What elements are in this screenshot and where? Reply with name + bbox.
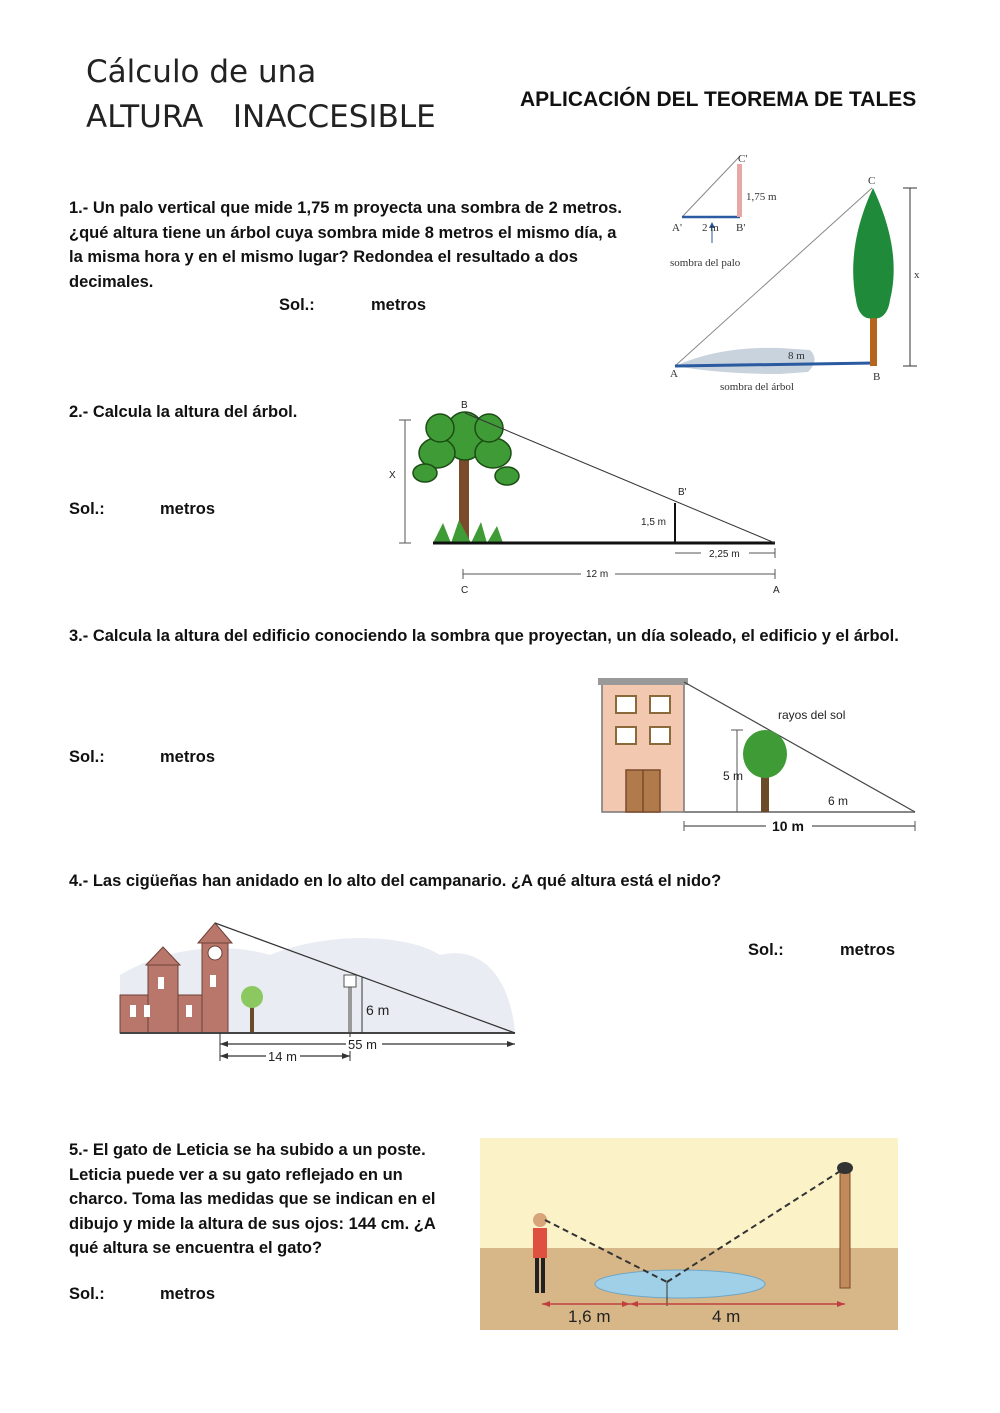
q1-label-x: x — [914, 269, 920, 281]
page-title — [86, 50, 436, 140]
q4-sol-label: Sol.: — [748, 941, 784, 959]
q4-label-pole-height: 6 m — [366, 1002, 390, 1018]
question-2-text: 2.- Calcula la altura del árbol. — [69, 403, 298, 421]
q2-unit-label: metros — [160, 500, 216, 518]
q1-label-tree-shadow-text: sombra del árbol — [720, 381, 794, 393]
q4-pole — [348, 985, 352, 1033]
q2-label-short-shadow: 2,25 m — [709, 549, 740, 560]
q5-label-pole-distance: 4 m — [712, 1307, 741, 1326]
q1-label-a: A — [670, 368, 678, 380]
q3-building-roof — [598, 678, 688, 685]
q2-label-b: B — [461, 400, 468, 411]
question-4-text: 4.- Las cigüeñas han anidado en lo alto del campanario. ¿A qué altura está el nido? — [69, 872, 722, 890]
q1-big-ray — [675, 188, 872, 366]
q4-label-tower-distance: 14 m — [268, 1049, 297, 1064]
q1-label-b-prime: B' — [736, 222, 746, 234]
q1-label-stick-shadow: 2 m — [702, 222, 719, 234]
q3-tree-foliage — [743, 730, 787, 778]
q5-figure — [480, 1138, 898, 1330]
q5-pole — [840, 1173, 850, 1288]
q1-stick — [737, 164, 742, 217]
q2-label-a: A — [773, 585, 780, 596]
q3-label-rays: rayos del sol — [778, 708, 846, 722]
q3-label-tree-height: 5 m — [723, 769, 744, 783]
q1-unit-label: metros — [371, 296, 427, 314]
q5-person-body — [533, 1228, 547, 1258]
q3-label-building-shadow: 10 m — [772, 818, 804, 834]
q1-label-b: B — [873, 371, 881, 383]
q4-tree-trunk — [250, 1005, 254, 1033]
q4-unit-label: metros — [840, 941, 896, 959]
q1-label-a-prime: A' — [672, 222, 682, 234]
q5-sol-label: Sol.: — [69, 1285, 105, 1303]
question-3-text: 3.- Calcula la altura del edificio conociendo la sombra que proyectan, un día soleado, el edificio y el árbol. — [69, 627, 899, 645]
q1-figure — [660, 150, 930, 400]
q2-figure — [385, 398, 795, 598]
q2-label-long-shadow: 12 m — [586, 569, 609, 580]
page-subtitle: APLICACIÓN DEL TEOREMA DE TALES — [520, 88, 917, 111]
q5-label-person-distance: 1,6 m — [568, 1307, 611, 1326]
q3-unit-label: metros — [160, 748, 216, 766]
q2-label-stick-height: 1,5 m — [641, 517, 667, 528]
q4-pole-top — [344, 975, 356, 987]
q5-person-head — [533, 1213, 547, 1227]
q4-label-total-distance: 55 m — [348, 1037, 377, 1052]
q3-sol-label: Sol.: — [69, 748, 105, 766]
q2-label-b-prime: B' — [678, 487, 687, 498]
q5-unit-label: metros — [160, 1285, 216, 1303]
q1-label-c: C — [868, 175, 876, 187]
question-5-text: 5.- El gato de Leticia se ha subido a un poste. Leticia puede ver a su gato reflejado en un charco. Toma las medidas que se indican en el dibujo y mide la altura de sus ojos: 144 cm. ¿A qué altura se encuentra el gato? — [69, 1141, 436, 1257]
q2-label-c: C — [461, 585, 469, 596]
q3-label-tree-shadow: 6 m — [828, 794, 849, 808]
q1-label-c-prime: C' — [738, 153, 748, 165]
q1-small-ray — [682, 156, 740, 217]
q3-ray — [684, 682, 915, 812]
question-1-text: 1.- Un palo vertical que mide 1,75 m proyecta una sombra de 2 metros. ¿qué altura tiene un árbol cuya sombra mide 8 metros el mismo día, a la misma hora y en el mismo lugar? Redondea el resultado a dos decimales. — [69, 199, 622, 291]
q3-figure — [590, 672, 935, 837]
q1-label-stick-shadow-text: sombra del palo — [670, 257, 741, 269]
q4-tree-foliage — [241, 986, 263, 1008]
q4-figure — [110, 915, 525, 1070]
q2-sol-label: Sol.: — [69, 500, 105, 518]
q2-label-x: X — [389, 470, 396, 481]
q4-clock — [208, 946, 222, 960]
q1-tree-foliage — [853, 188, 894, 318]
title-line-2: ALTURA INACCESIBLE — [86, 99, 436, 135]
title-line-1: Cálculo de una — [86, 54, 317, 90]
q1-label-tree-shadow: 8 m — [788, 350, 805, 362]
q1-label-stick-height: 1,75 m — [746, 191, 777, 203]
q1-sol-label: Sol.: — [279, 296, 315, 314]
